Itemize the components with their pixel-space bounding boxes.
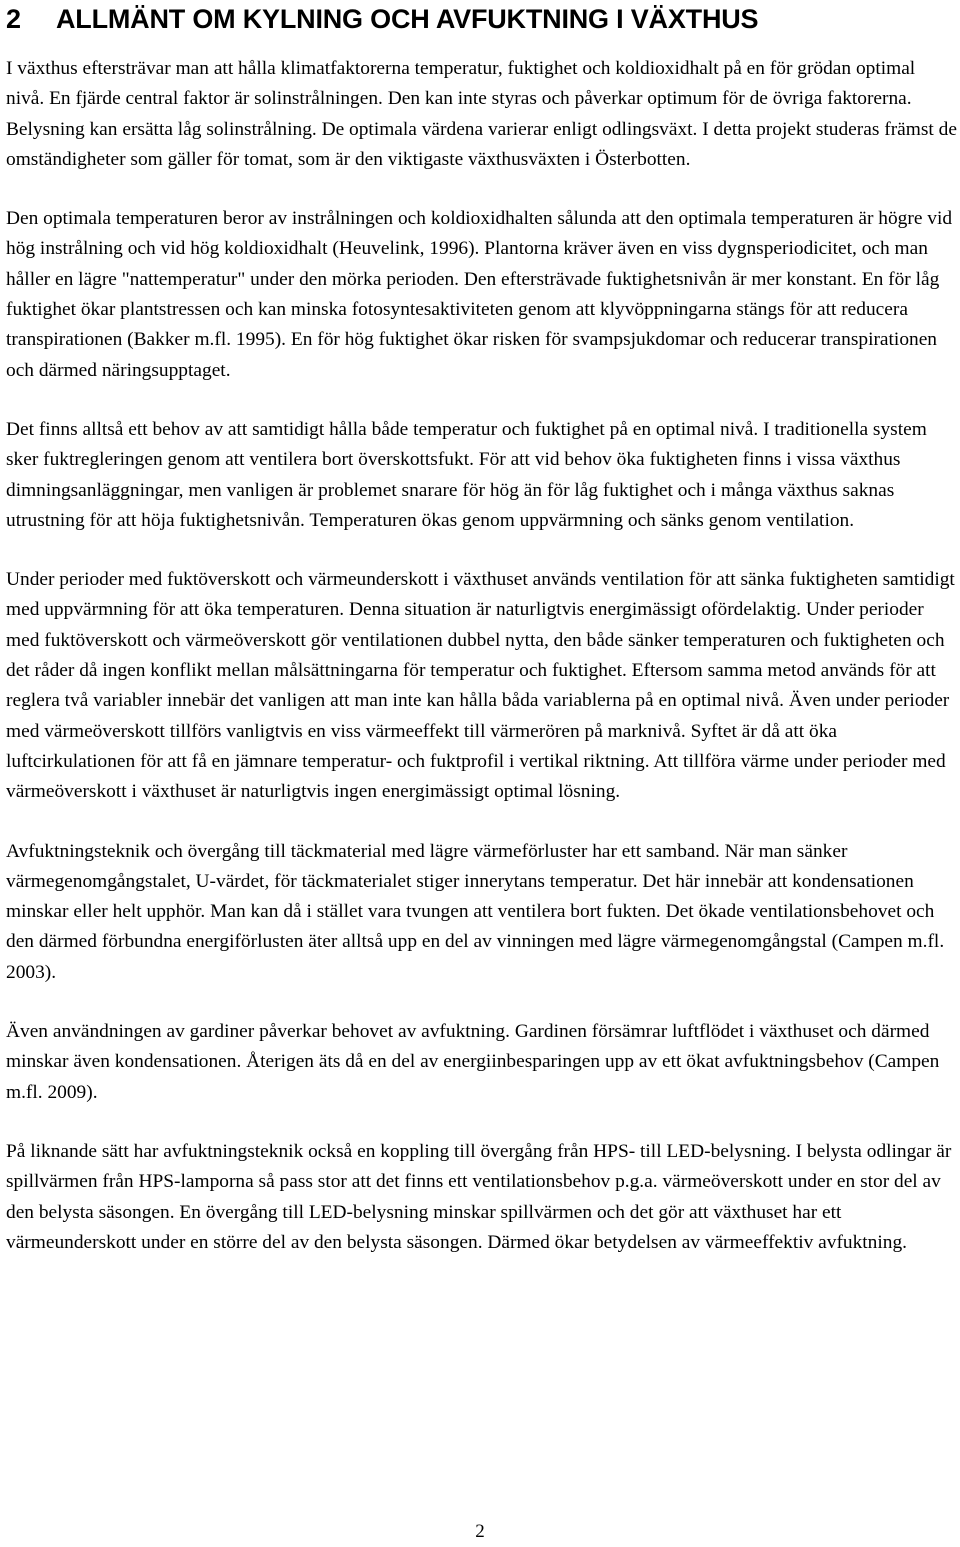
paragraph: På liknande sätt har avfuktningsteknik också en koppling till övergång från HPS- till LED-belysning. I belysta odlingar är spillvärmen från HPS-lamporna så pass stor att det finns ett ventilationsbehov p.g.a. värmeöverskott under en stor del av den belysta säsongen. En övergång till LED-belysning minskar spillvärmen och det gör att växthuset har ett värmeunderskott under en större del av den belysta säsongen. Därmed ökar betydelsen av värmeeffektiv avfuktning. [6,1140,952,1253]
paragraph: Den optimala temperaturen beror av instrålningen och koldioxidhalten sålunda att den optimala temperaturen är högre vid hög instrålning och vid hög koldioxidhalt (Heuvelink, 1996). Plantorna kräver även en viss dygnsperiodicitet, och man håller en lägre "nattemperatur" under den mörka perioden. Den eftersträvade fuktighetsnivån är mer konstant. En för låg fuktighet ökar plantstressen och kan minska fotosyntesaktiviteten genom att klyvöppningarna stängs för att reducera transpirationen (Bakker m.fl. 1995). En för hög fuktighet ökar risken för svampsjukdomar och reducerar transpirationen och därmed näringsupptaget. [6,208,953,381]
paragraph: I växthus eftersträvar man att hålla klimatfaktorerna temperatur, fuktighet och koldioxidhalt på en för grödan optimal nivå. En fjärde central faktor är solinstrålningen. Den kan inte styras och påverkar optimum för de övriga faktorerna. Belysning kan ersätta låg solinstrålning. De optimala värdena varierar enligt odlingsväxt. I detta projekt studeras främst de omständigheter som gäller för tomat, som är den viktigaste växthusväxten i Österbotten. [6,58,957,170]
section-number: 2 [6,4,21,34]
paragraph: Avfuktningsteknik och övergång till täckmaterial med lägre värmeförluster har ett samband. När man sänker värmegenomgångstalet, U-värdet, för täckmaterialet stiger innerytans temperatur. Det här innebär att kondensationen minskar eller helt upphör. Man kan då i stället vara tvungen att ventilera bort fukten. Det ökade ventilationsbehovet och den därmed förbundna energiförlusten äter alltså upp en del av vinningen med lägre värmegenomgångstal (Campen m.fl. 2003). [6,840,945,983]
paragraph: Även användningen av gardiner påverkar behovet av avfuktning. Gardinen försämrar luftflödet i växthuset och därmed minskar även kondensationen. Återigen äts då en del av energiinbesparingen upp av ett ökat avfuktningsbehov (Campen m.fl. 2009). [6,1021,940,1103]
page-number: 2 [475,1521,485,1542]
section-heading [6,0,958,36]
section-title: ALLMÄNT OM KYLNING OCH AVFUKTNING I VÄXTHUS [56,4,759,34]
paragraph: Det finns alltså ett behov av att samtidigt hålla både temperatur och fuktighet på en optimal nivå. I traditionella system sker fuktregleringen genom att ventilera bort överskottsfukt. För att vid behov öka fuktigheten finns i vissa växthus dimningsanläggningar, men vanligen är problemet snarare för hög än för låg fuktighet och i många växthus saknas utrustning för att höja fuktighetsnivån. Temperaturen ökas genom uppvärmning och sänks genom ventilation. [6,418,927,531]
paragraph: Under perioder med fuktöverskott och värmeunderskott i växthuset används ventilation för att sänka fuktigheten samtidigt med uppvärmning för att öka temperaturen. Denna situation är naturligtvis energimässigt ofördelaktig. Under perioder med fuktöverskott och värmeöverskott gör ventilationen dubbel nytta, den både sänker temperaturen och fuktigheten och det råder då ingen konflikt mellan målsättningarna för temperatur och fuktighet. Eftersom samma metod används för att reglera två variabler innebär det vanligen att man inte kan hålla båda variablerna på en optimal nivå. Även under perioder med värmeöverskott tillförs vanligtvis en viss värmeeffekt till värmerören på marknivå. Syftet är då att öka luftcirkulationen för att få en jämnare temperatur- och fuktprofil i vertikal riktning. Att tillföra värme under perioder med värmeöverskott i växthuset är naturligtvis ingen energimässigt optimal lösning. [6,569,955,803]
document-page [6,0,958,1258]
